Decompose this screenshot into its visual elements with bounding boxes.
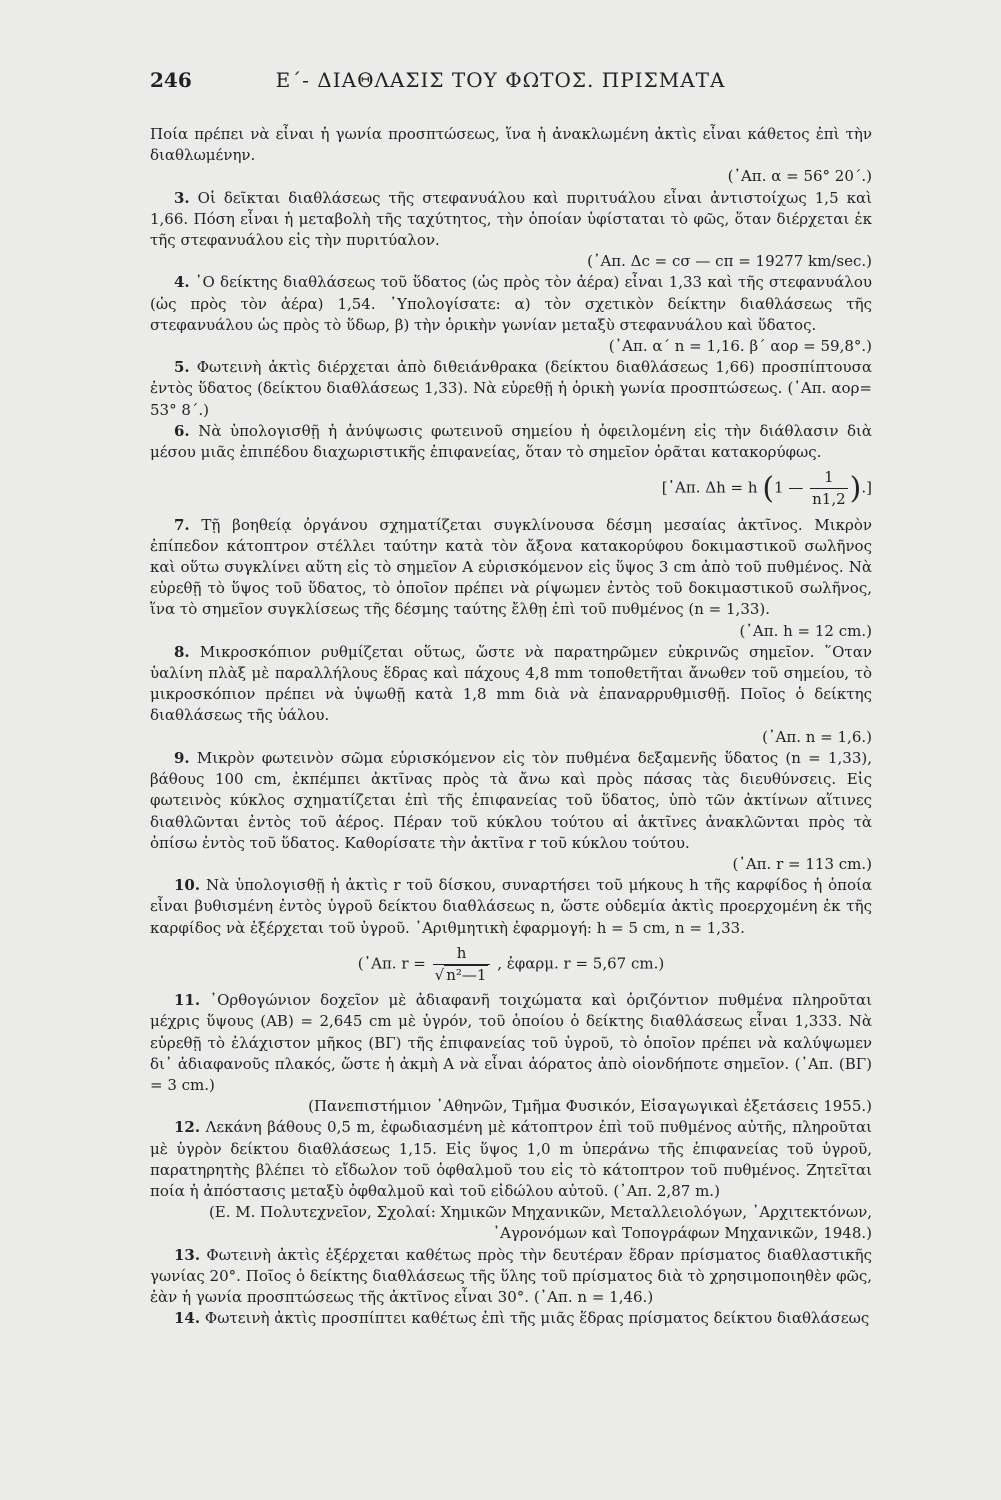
exercise-3: 3. Οἱ δεῖκται διαθλάσεως τῆς στεφανυάλου καὶ πυριτυάλου εἶναι ἀντιστοίχως 1,5 καὶ 1,66. Πόση εἶναι ἡ μεταβολὴ τῆς ταχύτητος, τὴν ὁποίαν ὑφίσταται τὸ φῶς, ὅταν διέρχεται ἐκ τῆς στεφανυάλου εἰς τὴν πυριτύαλον. — [150, 188, 872, 250]
answer-10-formula: (᾿Απ. r = $\frac{h}{\text{√ n²—1}}$ , ἐφαρμ. r = 5,67 cm.) — [357, 943, 665, 984]
exercise-6: 6. Νὰ ὑπολογισθῇ ἡ ἀνύψωσις φωτεινοῦ σημείου ἡ ὀφειλομένη εἰς τὴν διάθλασιν διὰ μέσου μιᾶς ἐπιπέδου διαχωριστικῆς ἐπιφανείας, ὅταν τὸ σημεῖον ὁρᾶται κατακορύφως. — [150, 421, 872, 462]
exercise-9: 9. Μικρὸν φωτεινὸν σῶμα εὑρισκόμενον εἰς τὸν πυθμένα δεξαμενῆς ὕδατος (n = 1,33), βάθους 100 cm, ἐκπέμπει ἀκτῖνας πρὸς τὰ ἄνω καὶ πρὸς πάσας τὰς διευθύνσεις. Εἰς φωτεινὸς κύκλος σχηματίζεται ἐπὶ τῆς ἐπιφανείας τοῦ ὕδατος, ὑπὸ τῶν ἀκτίνων αἵτινες διαθλῶνται ἐντὸς τοῦ ἀέρος. Πέραν τοῦ κύκλου τούτου αἱ ἀκτῖνες ἀνακλῶνται πρὸς τὰ ὀπίσω ἐντὸς τοῦ ὕδατος. Καθορίσατε τὴν ἀκτῖνα r τοῦ κύκλου τούτου. — [150, 748, 872, 852]
answer-9: (᾿Απ. r = 113 cm.) — [732, 854, 872, 873]
exercise-5: 5. Φωτεινὴ ἀκτὶς διέρχεται ἀπὸ διθειάνθρακα (δείκτου διαθλάσεως 1,66) προσπίπτουσα ἐντὸς ὕδατος (δείκτου διαθλάσεως 1,33). Νὰ εὑρεθῇ ἡ ὁρικὴ γωνία προσπτώσεως. (᾿Απ. αορ= 53° 8΄.) — [150, 358, 872, 419]
exercise-13: 13. Φωτεινὴ ἀκτὶς ἐξέρχεται καθέτως πρὸς τὴν δευτέραν ἕδραν πρίσματος διαθλαστικῆς γωνίας 20°. Ποῖος ὁ δείκτης διαθλάσεως τῆς ὕλης τοῦ πρίσματος διὰ τὸ χρησιμοποιηθὲν φῶς, ἐὰν ἡ γωνία προσπτώσεως τῆς ἀκτῖνος εἶναι 30°. (᾿Απ. n = 1,46.) — [150, 1245, 872, 1306]
chapter-title: Ε΄- ΔΙΑΘΛΑΣΙΣ ΤΟΥ ΦΩΤΟΣ. ΠΡΙΣΜΑΤΑ — [275, 68, 726, 92]
source-11: (Πανεπιστήμιον ᾿Αθηνῶν, Τμῆμα Φυσικόν, Εἰσαγωγικαὶ ἐξετάσεις 1955.) — [308, 1097, 872, 1116]
answer-7: (᾿Απ. h = 12 cm.) — [739, 621, 872, 640]
exercise-10: 10. Νὰ ὑπολογισθῇ ἡ ἀκτὶς r τοῦ δίσκου, συναρτήσει τοῦ μήκους h τῆς καρφίδος ἡ ὁποία εἶναι βυθισμένη ἐντὸς ὑγροῦ δείκτου διαθλάσεως n, ὥστε οὐδεμία ἀκτὶς προερχομένη ἐκ τῆς καρφίδος νὰ ἐξέρχεται τοῦ ὑγροῦ. ᾿Αριθμητικὴ ἐφαρμογή: h = 5 cm, n = 1,33. — [150, 876, 872, 937]
page-header — [150, 68, 851, 98]
exercise-2-continued: Ποία πρέπει νὰ εἶναι ἡ γωνία προσπτώσεως, ἵνα ἡ ἀνακλωμένη ἀκτὶς εἶναι κάθετος ἐπὶ τὴν διαθλωμένην. — [150, 125, 872, 165]
answer-6-formula: [᾿Απ. Δh = h (1 — $\frac{1}{n1,2}$ ).] — [661, 468, 872, 509]
source-12: (Ε. Μ. Πολυτεχνεῖον, Σχολαί: Χημικῶν Μηχανικῶν, Μεταλλειολόγων, ᾿Αρχιτεκτόνων, ᾿Αγρονόμων καὶ Τοπογράφων Μηχανικῶν, 1948.) — [208, 1203, 872, 1243]
answer-8: (᾿Απ. n = 1,6.) — [762, 727, 872, 746]
exercise-14: 14. Φωτεινὴ ἀκτὶς προσπίπτει καθέτως ἐπὶ τῆς μιᾶς ἕδρας πρίσματος δείκτου διαθλάσεως — [174, 1309, 870, 1328]
page-number: 246 — [150, 68, 192, 92]
answer-3: (᾿Απ. Δc = cσ — cπ = 19277 km/sec.) — [587, 252, 872, 271]
answer-4: (᾿Απ. α΄ n = 1,16. β΄ αορ = 59,8°.) — [608, 337, 872, 356]
exercise-12: 12. Λεκάνη βάθους 0,5 m, ἐφωδιασμένη μὲ κάτοπτρον ἐπὶ τοῦ πυθμένος αὐτῆς, πληροῦται μὲ ὑγρὸν δείκτου διαθλάσεως 1,15. Εἰς ὕψος 1,0 m ὑπεράνω τῆς ἐπιφανείας τοῦ ὑγροῦ, παρατηρητὴς βλέπει τὸ εἴδωλον τοῦ ὀφθαλμοῦ του εἰς τὸ κάτοπτρον τοῦ πυθμένος. Ζητεῖται ποία ἡ ἀπόστασις μεταξὺ ὀφθαλμοῦ καὶ τοῦ εἰδώλου αὐτοῦ. (᾿Απ. 2,87 m.) — [150, 1118, 872, 1200]
exercise-list — [150, 124, 872, 1329]
exercise-4: 4. ῾Ο δείκτης διαθλάσεως τοῦ ὕδατος (ὡς πρὸς τὸν ἀέρα) εἶναι 1,33 καὶ τῆς στεφανυάλου (ὡς πρὸς τὸν ἀέρα) 1,54. ῾Υπολογίσατε: α) τὸν σχετικὸν δείκτην διαθλάσεως τῆς στεφανυάλου ὡς πρὸς τὸ ὕδωρ, β) τὴν ὁρικὴν γωνίαν μεταξὺ στεφανυάλου καὶ ὕδατος. — [150, 273, 872, 334]
exercise-7: 7. Τῇ βοηθείᾳ ὀργάνου σχηματίζεται συγκλίνουσα δέσμη μεσαίας ἀκτῖνος. Μικρὸν ἐπίπεδον κάτοπτρον στέλλει ταύτην κατὰ τὸν ἄξονα κατακορύφου δοκιμαστικοῦ σωλῆνος καὶ οὕτω συγκλίνει αὕτη εἰς τὸ σημεῖον Α εὑρισκόμενον εἰς ὕψος 3 cm ἀπὸ τοῦ πυθμένος. Νὰ εὑρεθῇ τὸ ὕψος τοῦ ὕδατος, τὸ ὁποῖον πρέπει νὰ ρίψωμεν ἐντὸς τοῦ δοκιμαστικοῦ σωλῆνος, ἵνα τὸ σημεῖον συγκλίσεως τῆς δέσμης ταύτης ἔλθῃ ἐπὶ τοῦ πυθμένος (n = 1,33). — [150, 515, 872, 619]
answer-2: (᾿Απ. α = 56° 20΄.) — [727, 167, 872, 186]
exercise-8: 8. Μικροσκόπιον ρυθμίζεται οὕτως, ὥστε νὰ παρατηρῶμεν εὐκρινῶς σημεῖον. ῞Οταν ὑαλίνη πλὰξ μὲ παραλλήλους ἕδρας καὶ πάχους 4,8 mm τοποθετῆται ἄνωθεν τοῦ σημείου, τὸ μικροσκόπιον πρέπει νὰ ὑψωθῇ κατὰ 1,8 mm διὰ νὰ ἐπαναρρυθμισθῇ. Ποῖος ὁ δείκτης διαθλάσεως τῆς ὑάλου. — [150, 642, 872, 725]
exercise-11: 11. ᾿Ορθογώνιον δοχεῖον μὲ ἀδιαφανῆ τοιχώματα καὶ ὁριζόντιον πυθμένα πληροῦται μέχρις ὕψους (ΑΒ) = 2,645 cm μὲ ὑγρόν, τοῦ ὁποίου ὁ δείκτης διαθλάσεως εἶναι 1,333. Νὰ εὑρεθῇ τὸ ἐλάχιστον μῆκος (ΒΓ) τῆς ἐπιφανείας τοῦ ὑγροῦ, τὸ ὁποῖον πρέπει νὰ καλύψωμεν δι᾿ ἀδιαφανοῦς πλακός, ὥστε ἡ ἀκμὴ Α νὰ εἶναι ἀόρατος ἀπὸ οἱονδήποτε σημεῖον. (᾿Απ. (ΒΓ) = 3 cm.) — [150, 991, 872, 1094]
